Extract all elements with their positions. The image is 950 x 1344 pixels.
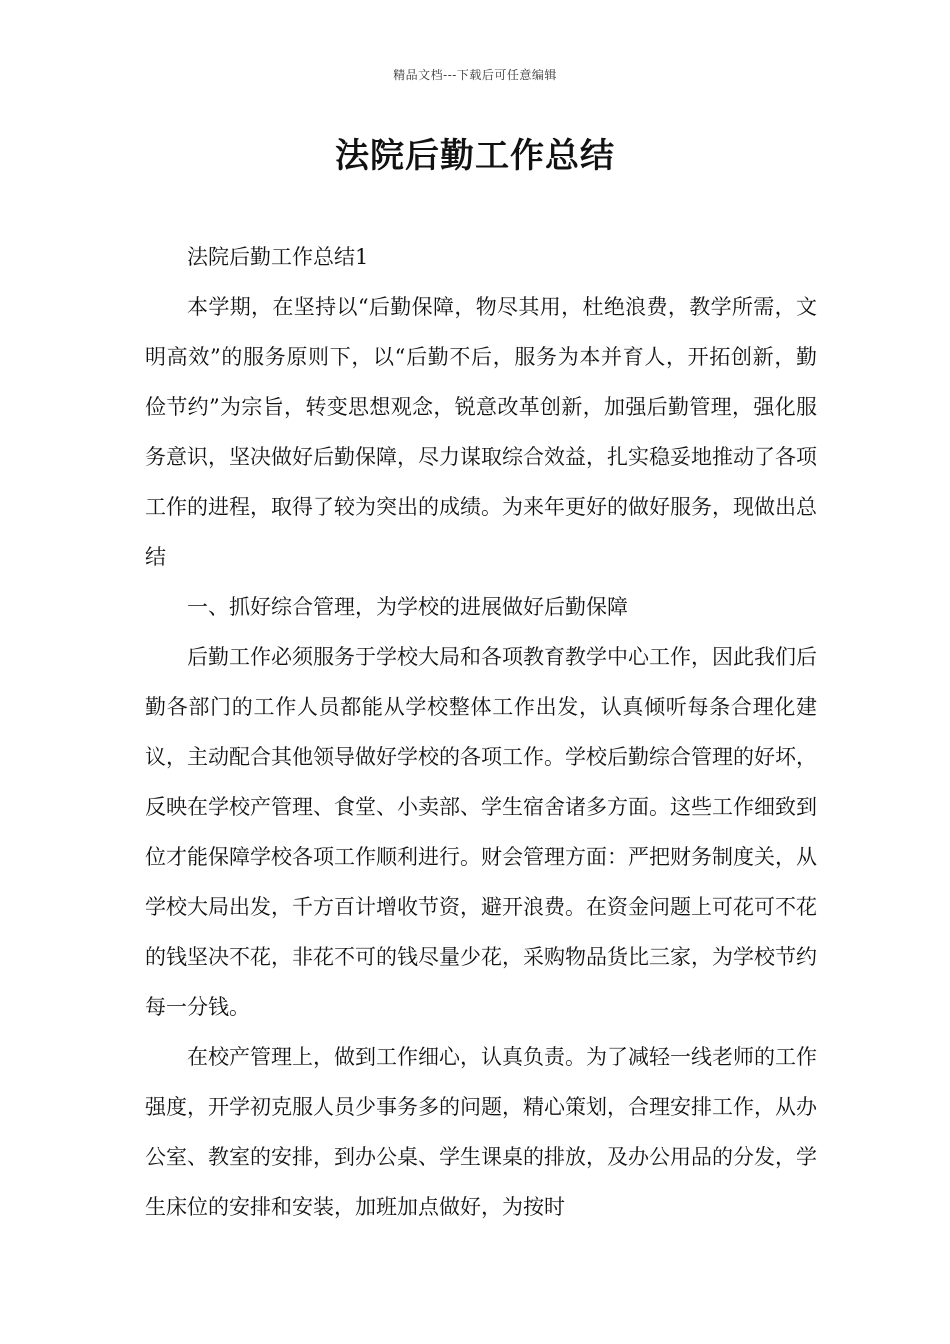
body-paragraph: 在校产管理上，做到工作细心，认真负责。为了减轻一线老师的工作强度，开学初克服人员少事务多的问题，精心策划，合理安排工作，从办公室、教室的安排，到办公桌、学生课桌的排放，及办公用品的分发，学生床位的安排和安装，加班加点做好，为按时 [145, 1045, 817, 1219]
section-heading: 法院后勤工作总结1 [187, 245, 369, 269]
body-paragraph: 本学期，在坚持以“后勤保障，物尽其用，杜绝浪费，教学所需，文明高效”的服务原则下，以“后勤不后，服务为本并育人，开拓创新，勤俭节约”为宗旨，转变思想观念，锐意改革创新，加强后勤管理，强化服务意识，坚决做好后勤保障，尽力谋取综合效益，扎实稳妥地推动了各项工作的进程，取得了较为突出的成绩。为来年更好的做好服务，现做出总结 [145, 295, 817, 569]
body-paragraph: 后勤工作必须服务于学校大局和各项教育教学中心工作，因此我们后勤各部门的工作人员都能从学校整体工作出发，认真倾听每条合理化建议，主动配合其他领导做好学校的各项工作。学校后勤综合管理的好坏，反映在学校产管理、食堂、小卖部、学生宿舍诸多方面。这些工作细致到位才能保障学校各项工作顺利进行。财会管理方面：严把财务制度关，从学校大局出发，千方百计增收节资，避开浪费。在资金问题上可花可不花的钱坚决不花，非花不可的钱尽量少花，采购物品货比三家，为学校节约每一分钱。 [145, 645, 817, 1019]
page-header-note: 精品文档---下载后可任意编辑 [393, 68, 557, 82]
section-heading: 一、抓好综合管理，为学校的进展做好后勤保障 [187, 595, 628, 619]
document-body [145, 232, 817, 1232]
document-title: 法院后勤工作总结 [335, 136, 615, 176]
